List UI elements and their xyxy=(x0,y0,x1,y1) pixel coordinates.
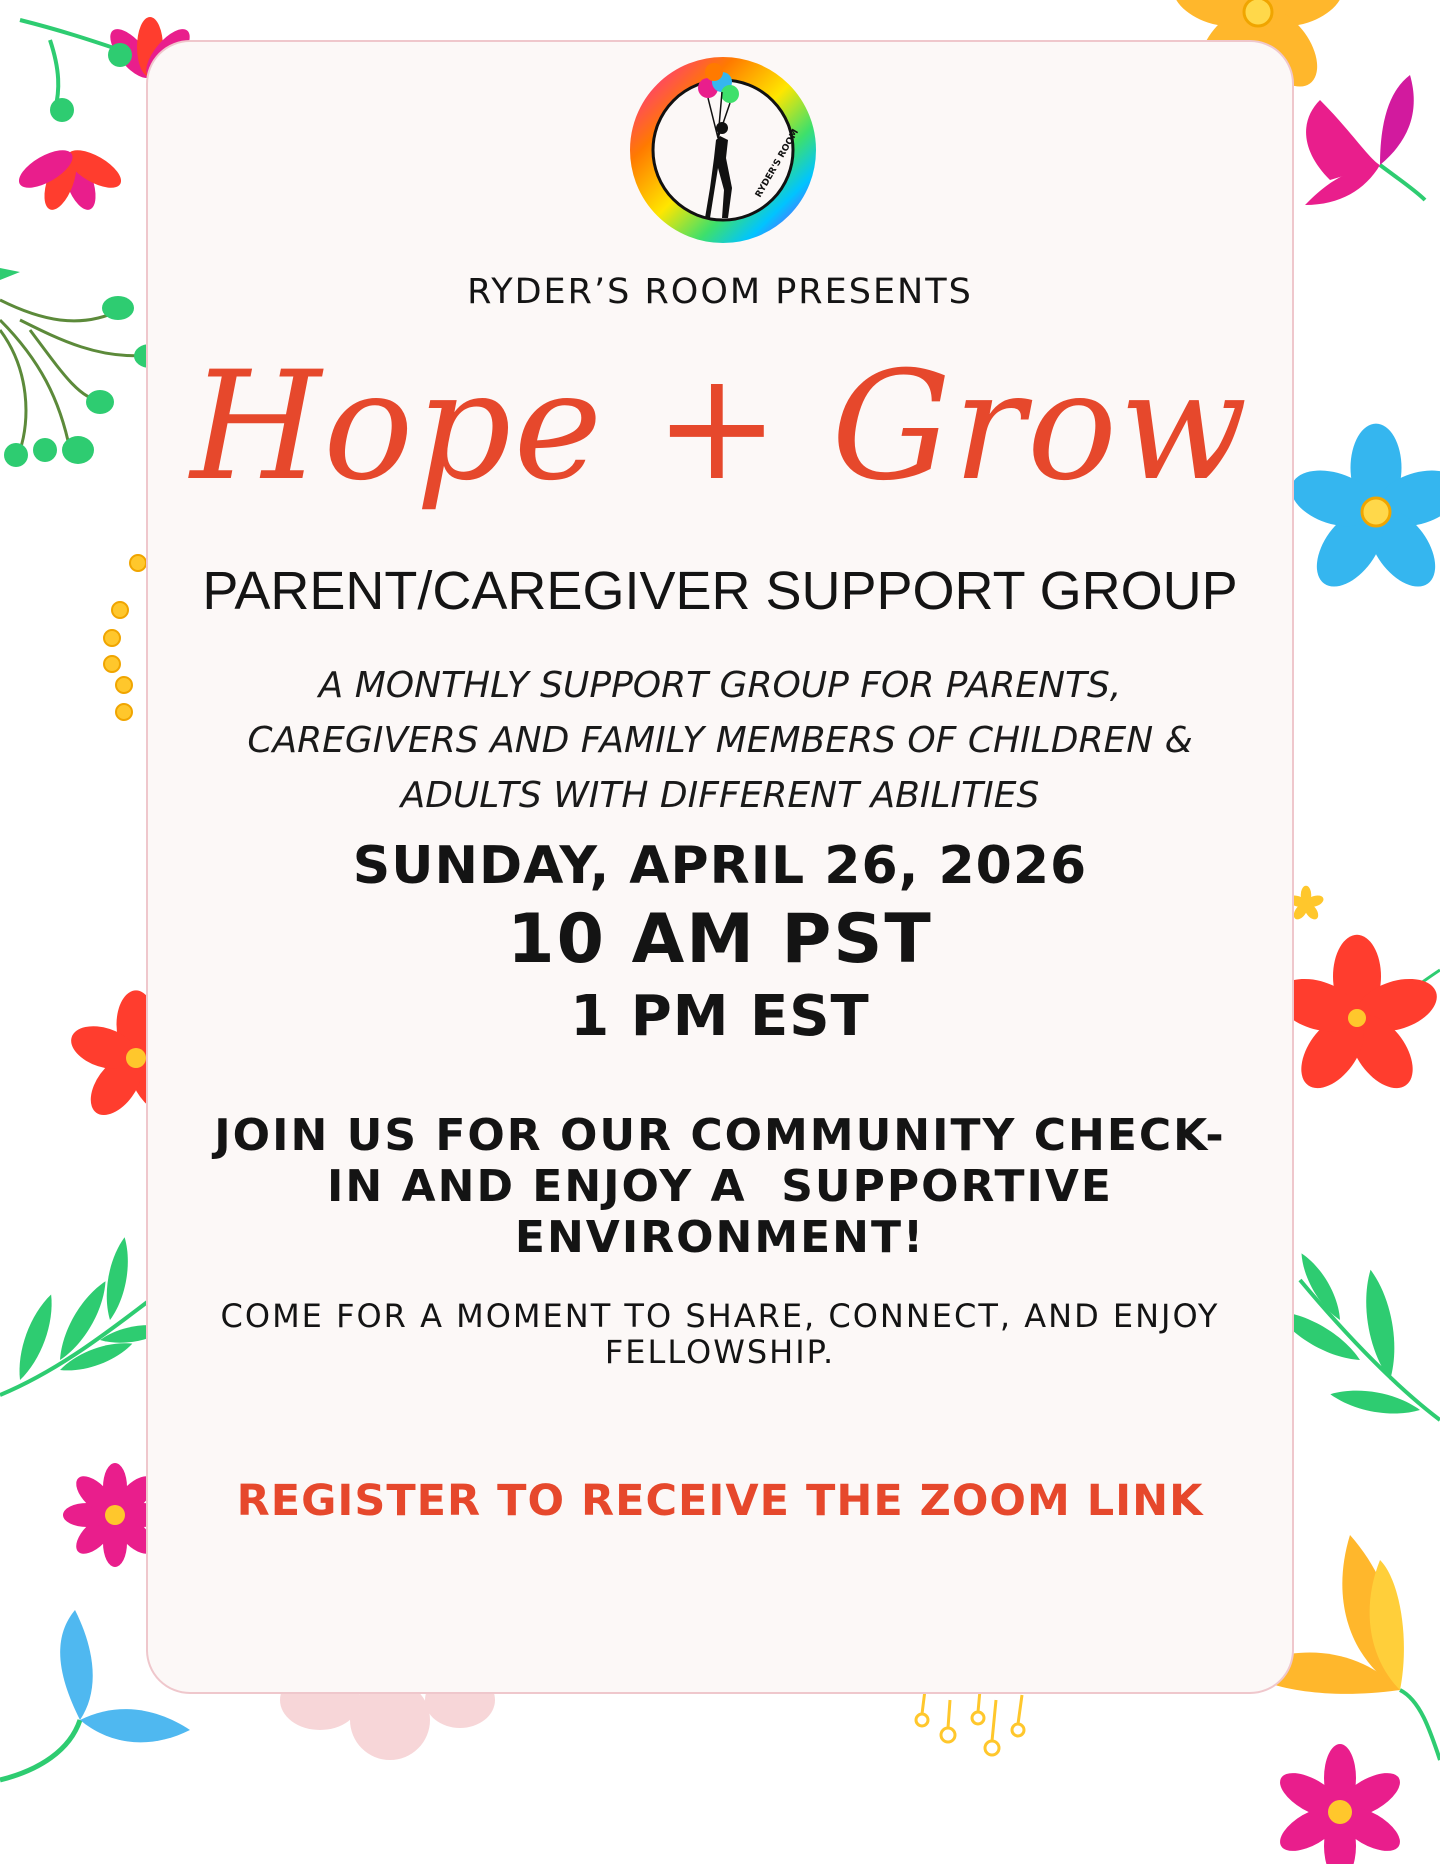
right-red-flower-icon xyxy=(1270,935,1440,1100)
register-link[interactable]: REGISTER TO RECEIVE THE ZOOM LINK xyxy=(236,1476,1204,1526)
bottom-right-magenta-flower-icon xyxy=(1273,1744,1407,1864)
event-title: Hope + Grow xyxy=(190,340,1250,514)
right-blue-flower-icon xyxy=(1284,424,1440,599)
description-line: ADULTS WITH DIFFERENT ABILITIES xyxy=(400,775,1040,816)
presents-heading: RYDER’S ROOM PRESENTS xyxy=(467,272,973,312)
logo-text: RYDER'S ROOM xyxy=(753,127,802,200)
join-line: IN AND ENJOY A SUPPORTIVE xyxy=(327,1161,1113,1212)
description-line: CAREGIVERS AND FAMILY MEMBERS OF CHILDREN & xyxy=(247,720,1193,761)
come-line: COME FOR A MOMENT TO SHARE, CONNECT, AND ENJOY xyxy=(220,1297,1220,1335)
ryders-room-logo xyxy=(610,28,836,254)
event-date: SUNDAY, APRIL 26, 2026 xyxy=(352,836,1088,896)
left-green-bells-icon xyxy=(0,268,166,467)
come-line: FELLOWSHIP. xyxy=(604,1333,836,1371)
come-message xyxy=(166,1298,1274,1370)
event-time-pst: 10 AM PST xyxy=(507,900,933,979)
left-yellow-buds-icon xyxy=(104,555,146,720)
event-subtitle: PARENT/CAREGIVER SUPPORT GROUP xyxy=(202,561,1238,621)
join-line: ENVIRONMENT! xyxy=(514,1212,926,1263)
bottom-yellow-buds-icon xyxy=(916,1690,1024,1755)
description-line: A MONTHLY SUPPORT GROUP FOR PARENTS, xyxy=(318,665,1122,706)
event-time-est: 1 PM EST xyxy=(570,984,870,1049)
right-green-leaves-icon xyxy=(1270,1249,1440,1420)
event-description xyxy=(146,658,1294,823)
left-green-leaves-icon xyxy=(0,1236,170,1395)
join-line: JOIN US FOR OUR COMMUNITY CHECK- xyxy=(214,1110,1226,1161)
join-message xyxy=(186,1110,1254,1263)
top-right-magenta-flower-icon xyxy=(1305,75,1425,205)
